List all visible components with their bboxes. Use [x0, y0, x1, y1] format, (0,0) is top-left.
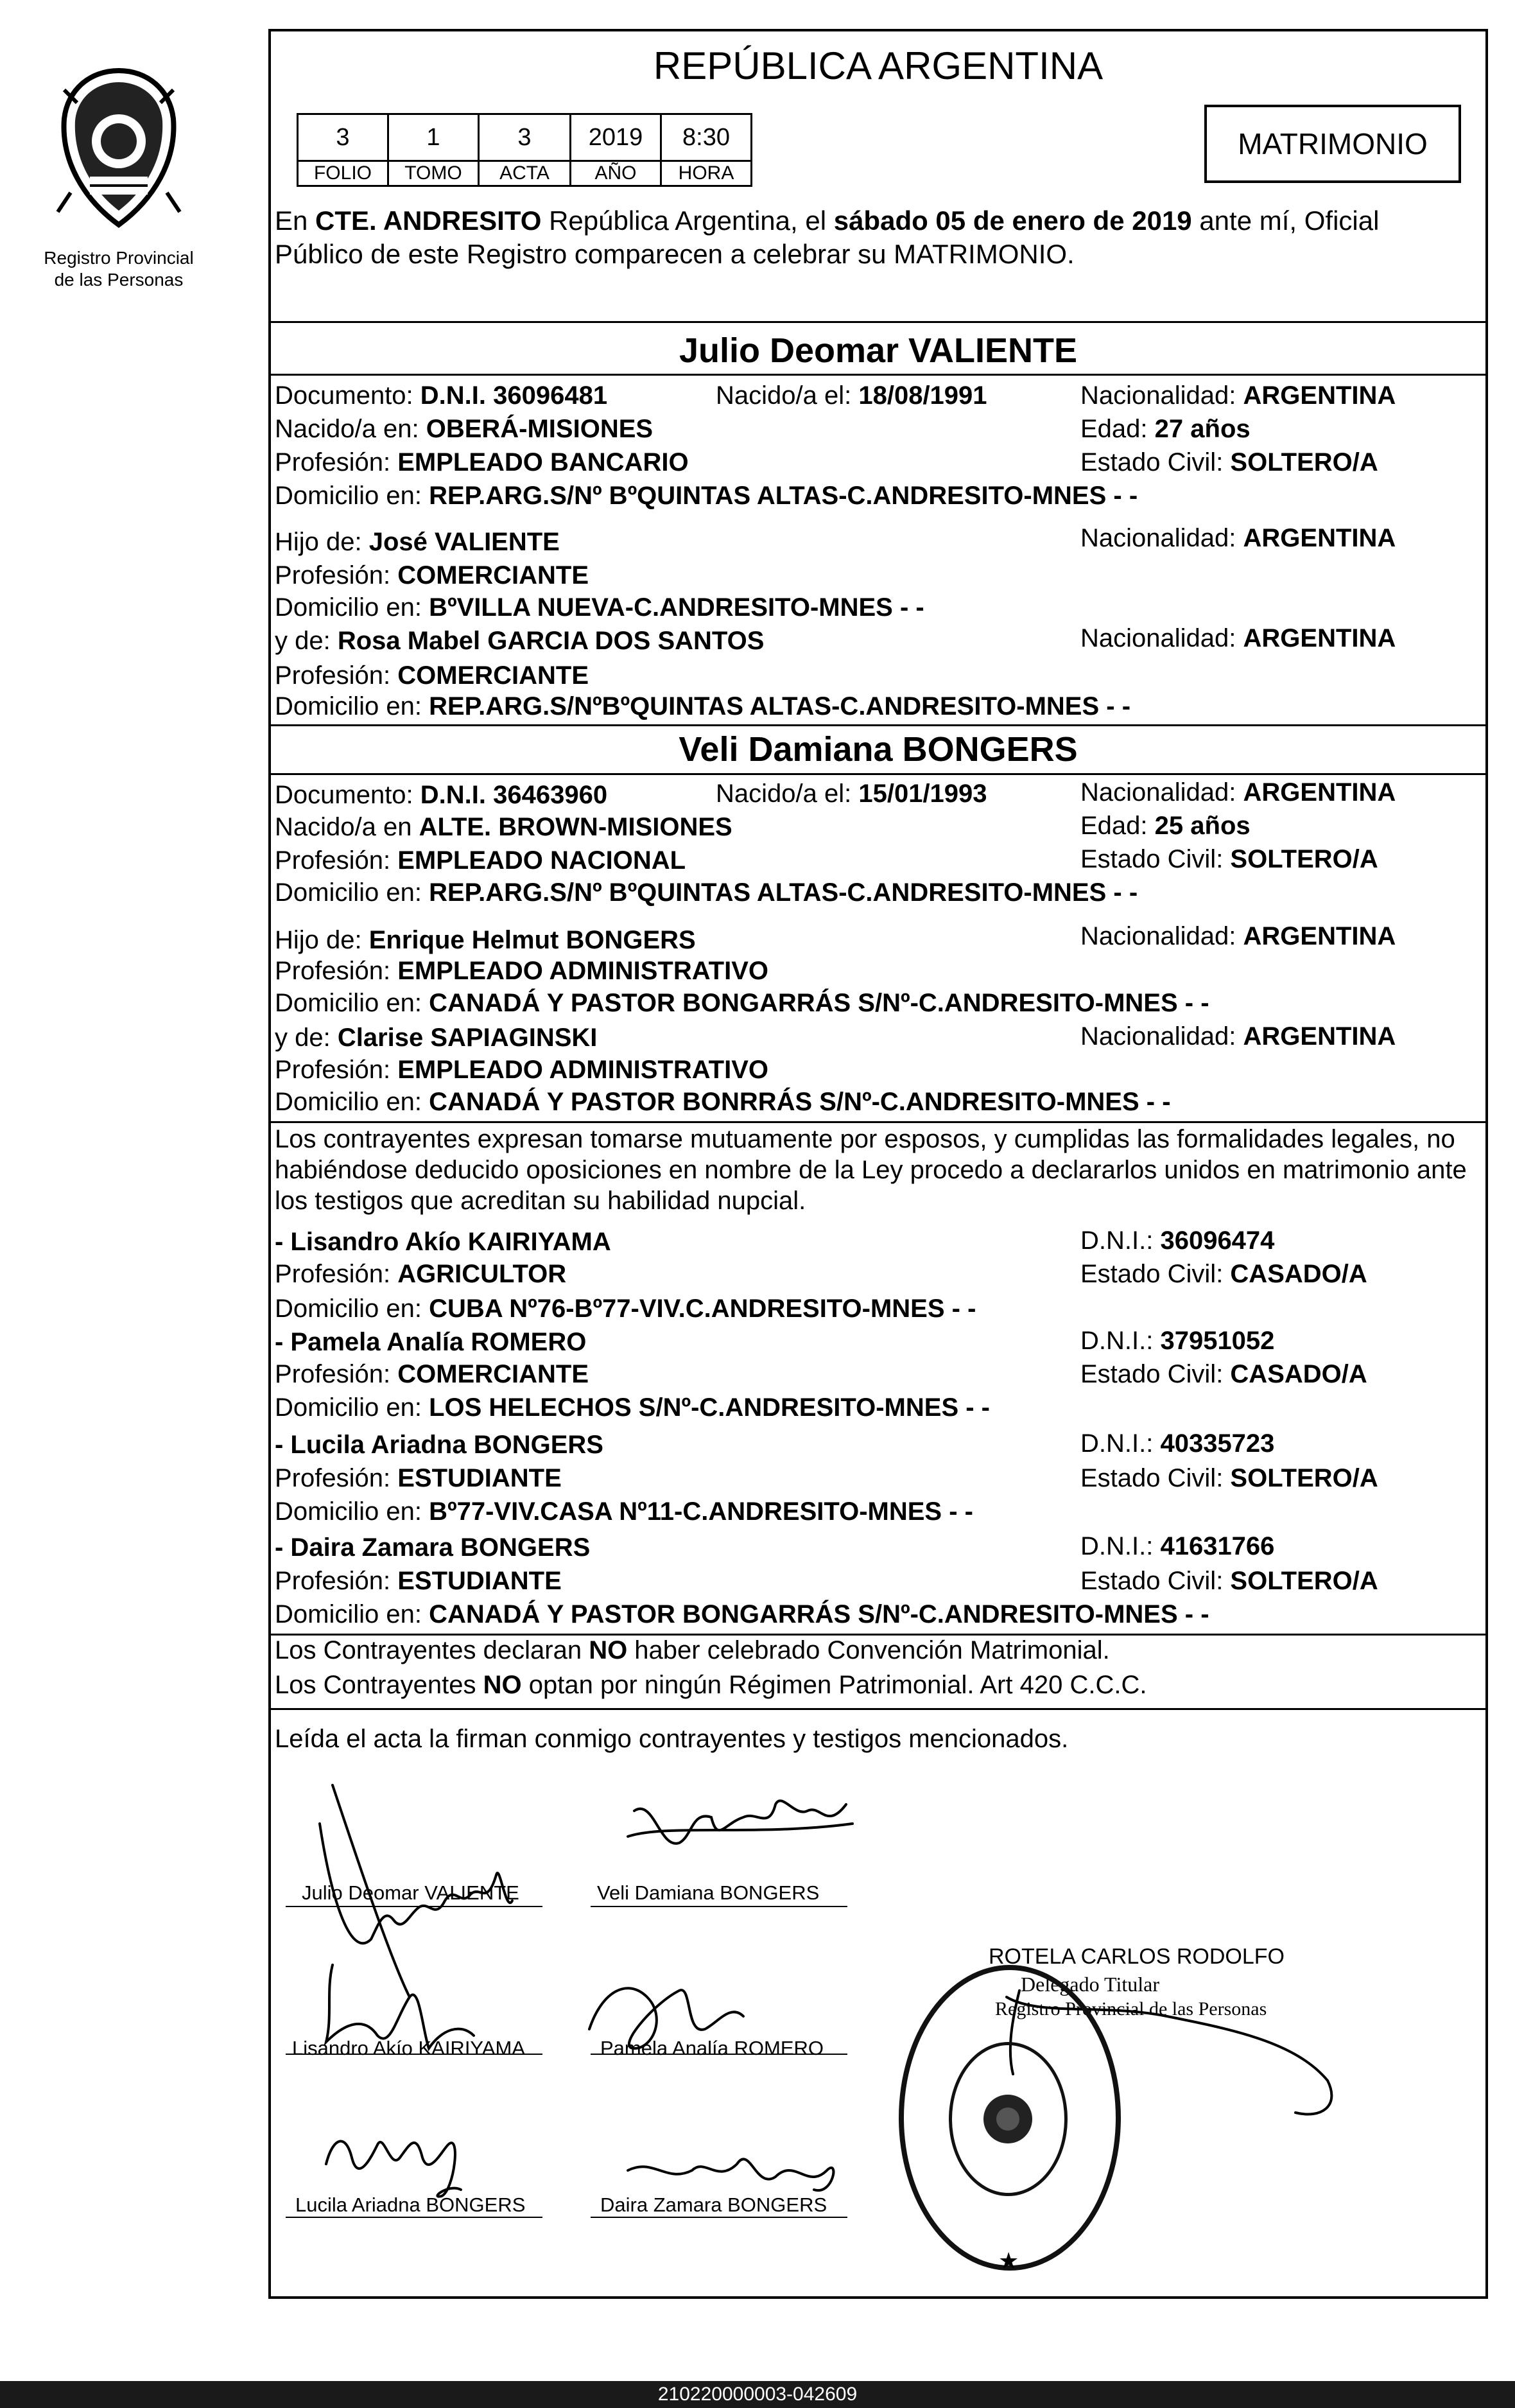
witness-name: - Lucila Ariadna BONGERS: [275, 1431, 603, 1459]
declaration-line: habiéndose deducido oposiciones en nombre de la Ley procedo a declararlos unidos en matrimonio ante: [275, 1156, 1467, 1184]
witness-dni: D.N.I.: 37951052: [1080, 1327, 1275, 1355]
declaration-line: los testigos que acreditan su habilidad nupcial.: [275, 1187, 806, 1215]
witness-civil-status: Estado Civil: CASADO/A: [1080, 1360, 1367, 1388]
spouse2-father: Hijo de: Enrique Helmut BONGERS: [275, 926, 696, 954]
spouse1-address: Domicilio en: REP.ARG.S/Nº BºQUINTAS ALTAS-C.ANDRESITO-MNES - -: [275, 482, 1138, 510]
tomo-label: TOMO: [388, 161, 479, 186]
witness-name: - Lisandro Akío KAIRIYAMA: [275, 1228, 611, 1256]
spouse1-father: Hijo de: José VALIENTE: [275, 528, 560, 556]
signature-label-witness2: Pamela Analía ROMERO: [600, 2037, 824, 2059]
regime-patrimonial: Los Contrayentes NO optan por ningún Régimen Patrimonial. Art 420 C.C.C.: [275, 1671, 1147, 1699]
signature-line: [591, 1906, 847, 1907]
spouse2-birthdate: Nacido/a el: 15/01/1993: [716, 780, 987, 808]
year-label: AÑO: [571, 161, 661, 186]
spouse1-father-profession: Profesión: COMERCIANTE: [275, 561, 589, 589]
spouse2-mother: y de: Clarise SAPIAGINSKI: [275, 1024, 598, 1052]
document-code: 210220000003-042609: [657, 2384, 858, 2405]
folio-value: 3: [298, 114, 388, 161]
signature-line: [591, 2217, 847, 2218]
spouse1-document: Documento: D.N.I. 36096481: [275, 381, 608, 410]
hour-value: 8:30: [661, 114, 752, 161]
spouse2-name: Veli Damiana BONGERS: [679, 730, 1078, 769]
spouse2-father-nationality: Nacionalidad: ARGENTINA: [1080, 922, 1396, 950]
seal-emblem-icon: [976, 2087, 1040, 2151]
closing-statement: Leída el acta la firman conmigo contrayentes y testigos mencionados.: [275, 1725, 1069, 1753]
folio-label: FOLIO: [298, 161, 388, 186]
spouse1-birthplace: Nacido/a en: OBERÁ-MISIONES: [275, 415, 654, 443]
country-title: REPÚBLICA ARGENTINA: [653, 44, 1104, 87]
spouse1-birthdate: Nacido/a el: 18/08/1991: [716, 381, 987, 410]
spouse2-address: Domicilio en: REP.ARG.S/Nº BºQUINTAS ALTAS-C.ANDRESITO-MNES - -: [275, 878, 1138, 907]
spouse1-civil-status: Estado Civil: SOLTERO/A: [1080, 448, 1378, 476]
spouse1-father-address: Domicilio en: BºVILLA NUEVA-C.ANDRESITO-MNES - -: [275, 593, 924, 622]
tomo-value: 1: [388, 114, 479, 161]
spouse2-nationality: Nacionalidad: ARGENTINA: [1080, 778, 1396, 807]
year-value: 2019: [571, 114, 661, 161]
spouse1-mother-nationality: Nacionalidad: ARGENTINA: [1080, 624, 1396, 652]
spouse2-age: Edad: 25 años: [1080, 812, 1251, 840]
witness-dni: D.N.I.: 41631766: [1080, 1532, 1275, 1560]
witness-civil-status: Estado Civil: SOLTERO/A: [1080, 1464, 1378, 1492]
officer-office: Registro Provincial de las Personas: [995, 1998, 1267, 2020]
spouse2-father-profession: Profesión: EMPLEADO ADMINISTRATIVO: [275, 957, 768, 985]
witness-civil-status: Estado Civil: SOLTERO/A: [1080, 1567, 1378, 1595]
acta-value: 3: [479, 114, 571, 161]
divider: [268, 1708, 1488, 1710]
witness-profession: Profesión: COMERCIANTE: [275, 1360, 589, 1388]
signature-line: [286, 1906, 542, 1907]
record-meta-table: [297, 113, 752, 187]
signature-line: [286, 2217, 542, 2218]
spouse1-father-nationality: Nacionalidad: ARGENTINA: [1080, 524, 1396, 552]
spouse2-father-address: Domicilio en: CANADÁ Y PASTOR BONGARRÁS S/Nº-C.ANDRESITO-MNES - -: [275, 989, 1209, 1017]
witness-address: Domicilio en: Bº77-VIV.CASA Nº11-C.ANDRESITO-MNES - -: [275, 1497, 973, 1526]
spouse2-civil-status: Estado Civil: SOLTERO/A: [1080, 845, 1378, 873]
spouse2-profession: Profesión: EMPLEADO NACIONAL: [275, 846, 686, 875]
spouse1-age: Edad: 27 años: [1080, 415, 1251, 443]
hour-label: HORA: [661, 161, 752, 186]
witness-address: Domicilio en: LOS HELECHOS S/Nº-C.ANDRESITO-MNES - -: [275, 1393, 990, 1422]
divider: [268, 773, 1488, 775]
witness-civil-status: Estado Civil: CASADO/A: [1080, 1260, 1367, 1288]
seal-star-icon: ★: [998, 2247, 1019, 2274]
divider: [268, 724, 1488, 726]
witness-profession: Profesión: ESTUDIANTE: [275, 1464, 562, 1492]
witness-dni: D.N.I.: 40335723: [1080, 1429, 1275, 1458]
signature-label-spouse2: Veli Damiana BONGERS: [597, 1881, 820, 1904]
spouse1-profession: Profesión: EMPLEADO BANCARIO: [275, 448, 689, 476]
signature-label-spouse1: Julio Deomar VALIENTE: [302, 1881, 519, 1904]
spouse1-mother-address: Domicilio en: REP.ARG.S/NºBºQUINTAS ALTAS-C.ANDRESITO-MNES - -: [275, 692, 1131, 720]
signature-label-witness4: Daira Zamara BONGERS: [600, 2194, 827, 2216]
witness-name: - Pamela Analía ROMERO: [275, 1328, 587, 1356]
act-type-box: MATRIMONIO: [1204, 105, 1461, 183]
spouse1-mother: y de: Rosa Mabel GARCIA DOS SANTOS: [275, 627, 765, 655]
spouse1-name: Julio Deomar VALIENTE: [679, 331, 1078, 370]
declaration-line: Los contrayentes expresan tomarse mutuamente por esposos, y cumplidas las formalidades legales, no: [275, 1125, 1455, 1153]
spouse2-birthplace: Nacido/a en ALTE. BROWN-MISIONES: [275, 813, 732, 841]
registry-name: Registro Provincial de las Personas: [44, 248, 194, 290]
witness-name: - Daira Zamara BONGERS: [275, 1533, 591, 1562]
spouse2-mother-nationality: Nacionalidad: ARGENTINA: [1080, 1022, 1396, 1051]
officer-name: ROTELA CARLOS RODOLFO: [989, 1944, 1285, 1969]
acta-label: ACTA: [479, 161, 571, 186]
divider: [268, 321, 1488, 323]
spouse2-mother-address: Domicilio en: CANADÁ Y PASTOR BONRRÁS S/Nº-C.ANDRESITO-MNES - -: [275, 1088, 1171, 1116]
witness-dni: D.N.I.: 36096474: [1080, 1226, 1275, 1255]
divider: [268, 374, 1488, 376]
witness-address: Domicilio en: CANADÁ Y PASTOR BONGARRÁS S/Nº-C.ANDRESITO-MNES - -: [275, 1600, 1209, 1628]
signature-label-witness1: Lisandro Akío KAIRIYAMA: [292, 2037, 525, 2059]
intro-paragraph-line2: Público de este Registro comparecen a celebrar su MATRIMONIO.: [275, 239, 1075, 269]
spouse2-mother-profession: Profesión: EMPLEADO ADMINISTRATIVO: [275, 1056, 768, 1084]
regime-convention: Los Contrayentes declaran NO haber celebrado Convención Matrimonial.: [275, 1636, 1110, 1664]
witness-profession: Profesión: ESTUDIANTE: [275, 1567, 562, 1595]
intro-paragraph: En CTE. ANDRESITO República Argentina, el sábado 05 de enero de 2019 ante mí, Oficial: [275, 205, 1380, 236]
officer-title: Delegado Titular: [1021, 1973, 1159, 1996]
witness-address: Domicilio en: CUBA Nº76-Bº77-VIV.C.ANDRESITO-MNES - -: [275, 1295, 976, 1323]
spouse2-document: Documento: D.N.I. 36463960: [275, 781, 608, 809]
spouse1-nationality: Nacionalidad: ARGENTINA: [1080, 381, 1396, 410]
spouse1-mother-profession: Profesión: COMERCIANTE: [275, 661, 589, 690]
witness-profession: Profesión: AGRICULTOR: [275, 1260, 567, 1288]
province-logo: [51, 64, 186, 244]
signature-label-witness3: Lucila Ariadna BONGERS: [295, 2194, 526, 2216]
